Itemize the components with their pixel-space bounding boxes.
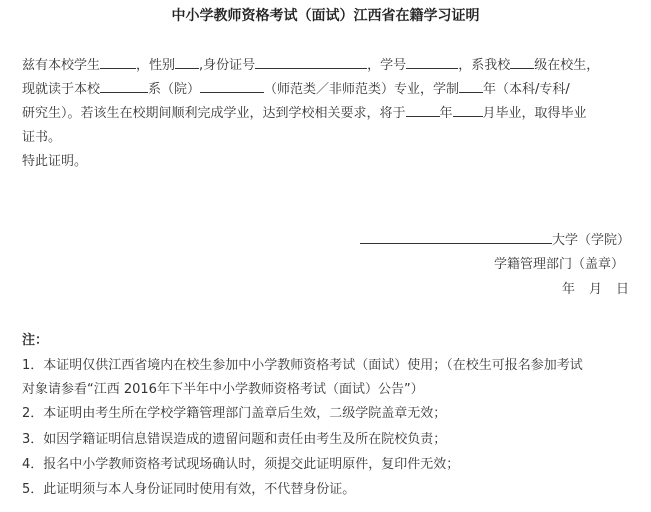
body-text-fragment: ，性别	[136, 58, 176, 73]
body-line-student-info	[22, 54, 642, 78]
note-item: 4．报名中小学教师资格考试现场确认时，须提交此证明原件，复印件无效；	[22, 457, 460, 472]
id-number-blank	[255, 54, 367, 69]
university-signature-line	[360, 229, 630, 252]
note-item: 对象请参看“江西 2016年下半年中小学教师资格考试（面试）公告”）	[22, 382, 424, 397]
body-line-graduation	[22, 102, 642, 126]
student-number-blank	[406, 54, 458, 69]
body-text-fragment: ，系我校	[458, 58, 511, 73]
body-text-fragment: 级在校生，	[534, 58, 600, 73]
body-text-fragment: 年（本科/专科/	[483, 82, 570, 97]
university-name-blank	[360, 229, 552, 244]
document-title: 中小学教师资格考试（面试）江西省在籍学习证明	[171, 8, 480, 24]
body-text-fragment: （师范类／非师范类）专业，学制	[264, 82, 460, 97]
note-item: 1．本证明仅供江西省境内在校生参加中小学教师资格考试（面试）使用；（在校生可报名参加考试	[22, 358, 583, 373]
program-length-blank	[459, 78, 483, 93]
department-blank	[100, 78, 148, 93]
body-line-certificate: 证书。	[22, 130, 62, 145]
body-text-fragment: 现就读于本校	[22, 82, 101, 97]
body-line-department	[22, 78, 642, 102]
student-name-blank	[100, 54, 136, 69]
note-item: 3．如因学籍证明信息错误造成的遗留问题和责任由考生及所在院校负责；	[22, 432, 447, 447]
graduation-month-blank	[453, 102, 483, 117]
notes-heading: 注：	[22, 333, 49, 348]
graduation-year-blank	[406, 102, 440, 117]
note-item: 2．本证明由考生所在学校学籍管理部门盖章后生效，二级学院盖章无效；	[22, 406, 447, 421]
date-day-label: 日	[616, 282, 630, 297]
note-item: 5．此证明须与本人身份证同时使用有效，不代替身份证。	[22, 482, 356, 497]
body-line-closing: 特此证明。	[22, 154, 88, 169]
body-text-fragment: 研究生）。若该生在校期间顺利完成学业，达到学校相关要求，将于	[22, 106, 406, 121]
body-text-fragment: 月毕业，取得毕业	[482, 106, 587, 121]
major-blank	[200, 78, 264, 93]
body-text-fragment: ,身份证号	[199, 58, 256, 73]
university-label: 大学（学院）	[552, 233, 631, 248]
enrollment-year-blank	[510, 54, 534, 69]
date-month-label: 月	[589, 282, 603, 297]
body-text-fragment: 兹有本校学生	[22, 58, 101, 73]
body-text-fragment: 年	[439, 106, 453, 121]
date-line	[562, 279, 629, 301]
gender-blank	[175, 54, 199, 69]
body-text-fragment: 系（院）	[148, 82, 201, 97]
department-stamp-label: 学籍管理部门（盖章）	[494, 257, 625, 272]
date-year-label: 年	[562, 282, 576, 297]
body-text-fragment: ，学号	[367, 58, 407, 73]
